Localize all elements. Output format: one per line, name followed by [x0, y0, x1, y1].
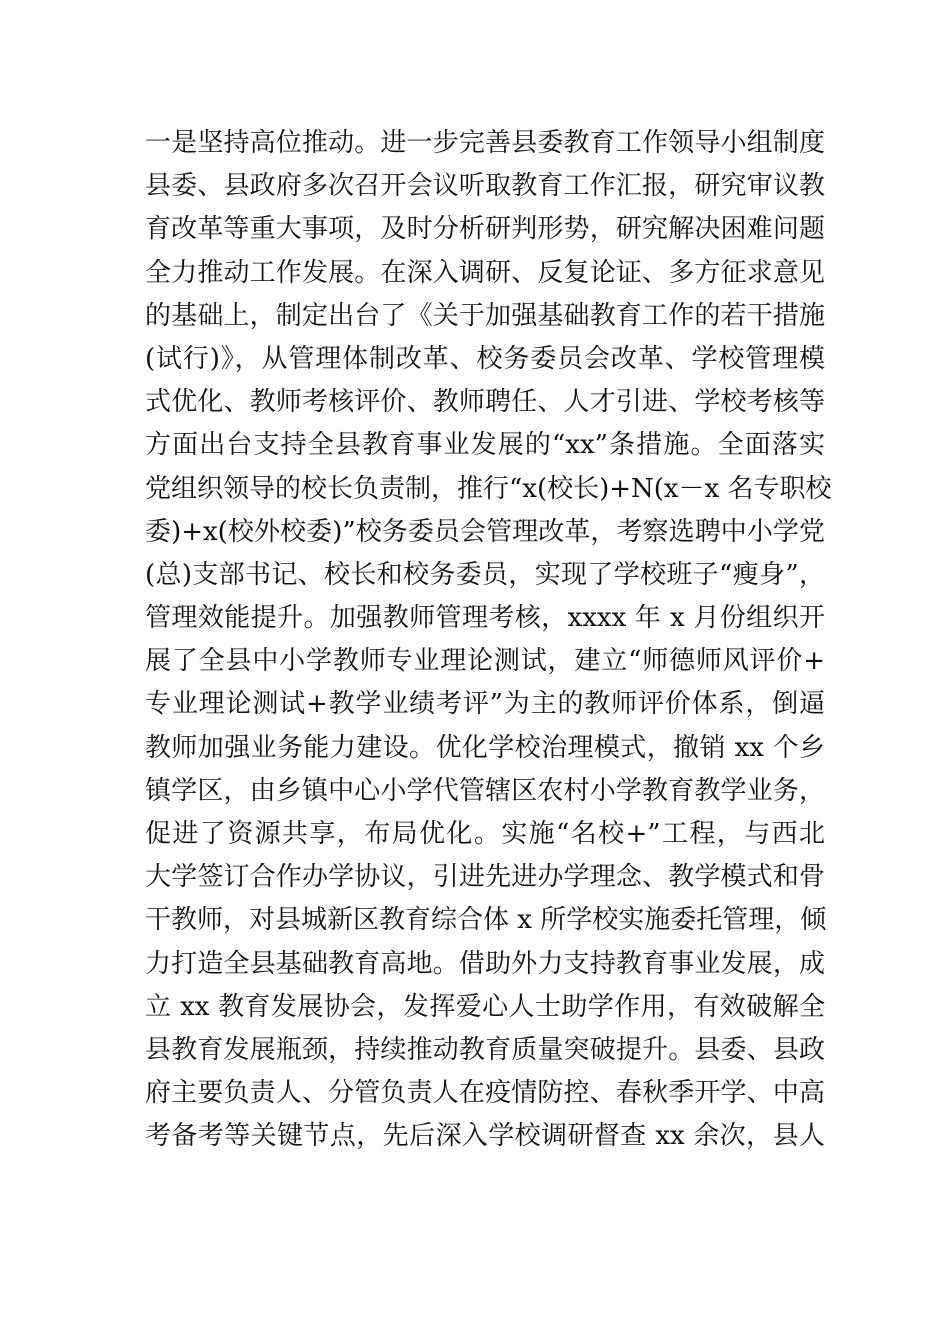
text-line: 一是坚持高位推动。进一步完善县委教育工作领导小组制度	[145, 128, 825, 158]
text-line: 党组织领导的校长负责制，推行“x(校长)+N(x－x 名专职校	[145, 473, 832, 504]
text-line: 县委、县政府多次召开会议听取教育工作汇报，研究审议教	[145, 171, 825, 202]
body-text	[145, 122, 832, 1159]
text-line: 式优化、教师考核评价、教师聘任、人才引进、学校考核等	[145, 387, 825, 418]
text-line: 展了全县中小学教师专业理论测试，建立“师德师风评价+	[145, 646, 825, 677]
text-line: 专业理论测试+教学业绩考评”为主的教师评价体系，倒逼	[145, 689, 825, 720]
text-line: 育改革等重大事项，及时分析研判形势，研究解决困难问题	[145, 214, 825, 245]
text-line: 镇学区，由乡镇中心小学代管辖区农村小学教育教学业务，	[145, 775, 825, 806]
text-line: 府主要负责人、分管负责人在疫情防控、春秋季开学、中高	[145, 1078, 825, 1109]
text-line: 委)+x(校外校委)”校务委员会管理改革，考察选聘中小学党	[145, 516, 825, 547]
text-line: 干教师，对县城新区教育综合体 x 所学校实施委托管理，倾	[145, 905, 827, 936]
text-line: 县教育发展瓶颈，持续推动教育质量突破提升。县委、县政	[145, 1034, 825, 1065]
text-line: (总)支部书记、校长和校务委员，实现了学校班子“瘦身”，	[145, 559, 825, 590]
text-line: 方面出台支持全县教育事业发展的“xx”条措施。全面落实	[145, 430, 825, 461]
text-line: (试行)》，从管理体制改革、校务委员会改革、学校管理模	[145, 343, 825, 374]
text-line: 管理效能提升。加强教师管理考核，xxxx 年 x 月份组织开	[145, 603, 825, 634]
text-line: 的基础上，制定出台了《关于加强基础教育工作的若干措施	[145, 300, 825, 331]
text-line: 力打造全县基础教育高地。借助外力支持教育事业发展，成	[145, 948, 825, 979]
text-line: 大学签订合作办学协议，引进先进办学理念、教学模式和骨	[145, 862, 825, 893]
text-line: 立 xx 教育发展协会，发挥爱心人士助学作用，有效破解全	[145, 991, 825, 1022]
text-line: 促进了资源共享，布局优化。实施“名校+”工程，与西北	[145, 819, 825, 849]
text-line: 教师加强业务能力建设。优化学校治理模式，撤销 xx 个乡	[145, 732, 825, 763]
text-line: 考备考等关键节点，先后深入学校调研督查 xx 余次，县人	[145, 1121, 825, 1152]
text-line: 全力推动工作发展。在深入调研、反复论证、多方征求意见	[145, 257, 825, 288]
